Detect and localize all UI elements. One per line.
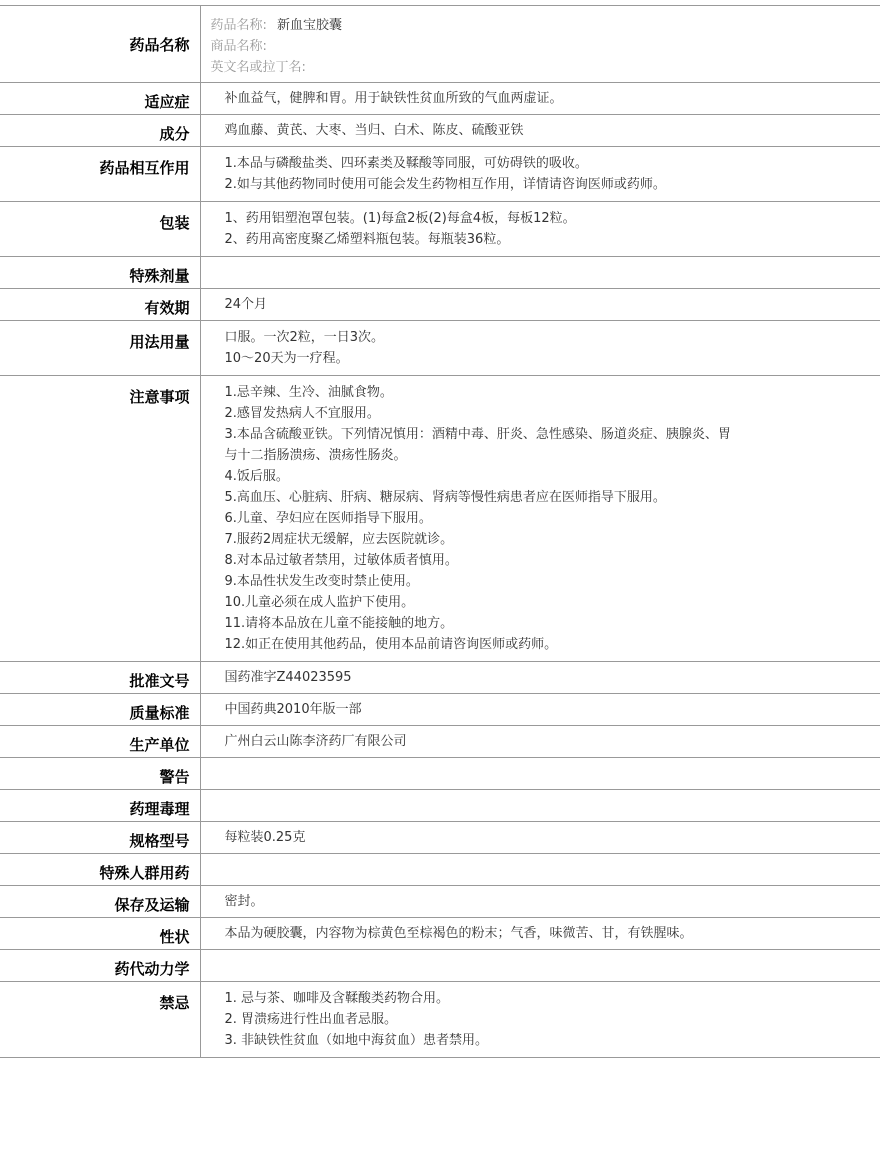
row-label: 性状: [0, 918, 200, 950]
row-specification: [0, 822, 880, 854]
row-usage: [0, 321, 880, 376]
row-storage: [0, 886, 880, 918]
row-label: 批准文号: [0, 662, 200, 694]
row-indication: [0, 83, 880, 115]
row-value: [200, 257, 880, 289]
row-label: 保存及运输: [0, 886, 200, 918]
row-value: [200, 918, 880, 950]
row-pharmacology: [0, 790, 880, 822]
value-line: 口服。一次2粒，一日3次。: [224, 330, 385, 345]
value-line: 本品为硬胶囊，内容物为棕黄色至棕褐色的粉末；气香，味微苦、甘，有铁腥味。: [224, 926, 693, 941]
row-label: 药理毒理: [0, 790, 200, 822]
value-line: 6.儿童、孕妇应在医师指导下服用。: [224, 511, 432, 526]
value-line: 11.请将本品放在儿童不能接触的地方。: [224, 616, 454, 631]
value-line: 1.本品与磷酸盐类、四环素类及鞣酸等同服，可妨碍铁的吸收。: [224, 156, 588, 171]
value-line: 7.服药2周症状无缓解，应去医院就诊。: [224, 532, 454, 547]
row-label: 用法用量: [0, 321, 200, 376]
row-approval-number: [0, 662, 880, 694]
row-value: [200, 662, 880, 694]
row-contraindications: [0, 982, 880, 1058]
row-value: [200, 376, 880, 662]
row-value: [200, 854, 880, 886]
value-line: 8.对本品过敏者禁用，过敏体质者慎用。: [224, 553, 458, 568]
row-packaging: [0, 202, 880, 257]
trade-name-label: 商品名称:: [210, 39, 267, 54]
value-line: 与十二指肠溃疡、溃疡性肠炎。: [224, 448, 407, 463]
row-label: 药代动力学: [0, 950, 200, 982]
row-label: 包装: [0, 202, 200, 257]
row-label: 特殊剂量: [0, 257, 200, 289]
row-label: 警告: [0, 758, 200, 790]
value-line: 1、药用铝塑泡罩包装。(1)每盒2板(2)每盒4板，每板12粒。: [224, 211, 576, 226]
row-special-population: [0, 854, 880, 886]
row-value: [200, 289, 880, 321]
row-shelf-life: [0, 289, 880, 321]
value-line: 1. 忌与茶、咖啡及含鞣酸类药物合用。: [224, 991, 450, 1006]
value-line: 4.饭后服。: [224, 469, 289, 484]
row-precautions: [0, 376, 880, 662]
value-line: 10～20天为一疗程。: [224, 351, 349, 366]
row-pharmacokinetics: [0, 950, 880, 982]
row-label: 有效期: [0, 289, 200, 321]
value-line: 补血益气，健脾和胃。用于缺铁性贫血所致的气血两虚证。: [224, 91, 563, 106]
drug-name-line: [211, 15, 880, 36]
drug-name-block: [200, 6, 880, 83]
row-label: 药品名称: [0, 6, 200, 83]
value-line: 鸡血藤、黄芪、大枣、当归、白术、陈皮、硫酸亚铁: [224, 123, 524, 138]
value-line: 10.儿童必须在成人监护下使用。: [224, 595, 415, 610]
value-line: 2.如与其他药物同时使用可能会发生药物相互作用，详情请咨询医师或药师。: [224, 177, 666, 192]
row-value: [200, 886, 880, 918]
row-label: 质量标准: [0, 694, 200, 726]
row-value: [200, 202, 880, 257]
row-label: 注意事项: [0, 376, 200, 662]
value-line: 国药准字Z44023595: [224, 670, 352, 685]
value-line: 9.本品性状发生改变时禁止使用。: [224, 574, 419, 589]
row-value: [200, 115, 880, 147]
row-value: [200, 147, 880, 202]
value-line: 12.如正在使用其他药品，使用本品前请咨询医师或药师。: [224, 637, 558, 652]
row-value: [200, 726, 880, 758]
value-line: 3.本品含硫酸亚铁。下列情况慎用：酒精中毒、肝炎、急性感染、肠道炎症、胰腺炎、胃: [224, 427, 731, 442]
value-line: 2、药用高密度聚乙烯塑料瓶包装。每瓶装36粒。: [224, 232, 510, 247]
value-line: 3. 非缺铁性贫血（如地中海贫血）患者禁用。: [224, 1033, 489, 1048]
row-description: [0, 918, 880, 950]
row-special-dosage: [0, 257, 880, 289]
value-line: 广州白云山陈李济药厂有限公司: [224, 734, 407, 749]
value-line: 24个月: [224, 297, 268, 312]
row-drug-name: [0, 6, 880, 83]
row-value: [200, 822, 880, 854]
row-quality-standard: [0, 694, 880, 726]
row-label: 禁忌: [0, 982, 200, 1058]
drug-name-value: 新血宝胶囊: [277, 18, 343, 33]
value-line: 2.感冒发热病人不宜服用。: [224, 406, 380, 421]
english-name-label: 英文名或拉丁名:: [210, 60, 306, 75]
value-line: 中国药典2010年版一部: [224, 702, 362, 717]
row-label: 药品相互作用: [0, 147, 200, 202]
value-line: 密封。: [224, 894, 264, 909]
row-value: [200, 694, 880, 726]
value-line: 每粒装0.25克: [224, 830, 306, 845]
value-line: 5.高血压、心脏病、肝病、糖尿病、肾病等慢性病患者应在医师指导下服用。: [224, 490, 666, 505]
row-ingredients: [0, 115, 880, 147]
row-value: [200, 321, 880, 376]
row-value: [200, 982, 880, 1058]
row-value: [200, 758, 880, 790]
row-label: 适应症: [0, 83, 200, 115]
drug-name-label: 药品名称:: [210, 18, 267, 33]
value-line: 1.忌辛辣、生冷、油腻食物。: [224, 385, 393, 400]
row-manufacturer: [0, 726, 880, 758]
row-value: [200, 790, 880, 822]
row-value: [200, 950, 880, 982]
row-label: 成分: [0, 115, 200, 147]
row-label: 特殊人群用药: [0, 854, 200, 886]
row-warning: [0, 758, 880, 790]
row-label: 生产单位: [0, 726, 200, 758]
value-line: 2. 胃溃疡进行性出血者忌服。: [224, 1012, 398, 1027]
row-label: 规格型号: [0, 822, 200, 854]
drug-spec-table: [0, 5, 880, 1058]
row-value: [200, 83, 880, 115]
row-interactions: [0, 147, 880, 202]
